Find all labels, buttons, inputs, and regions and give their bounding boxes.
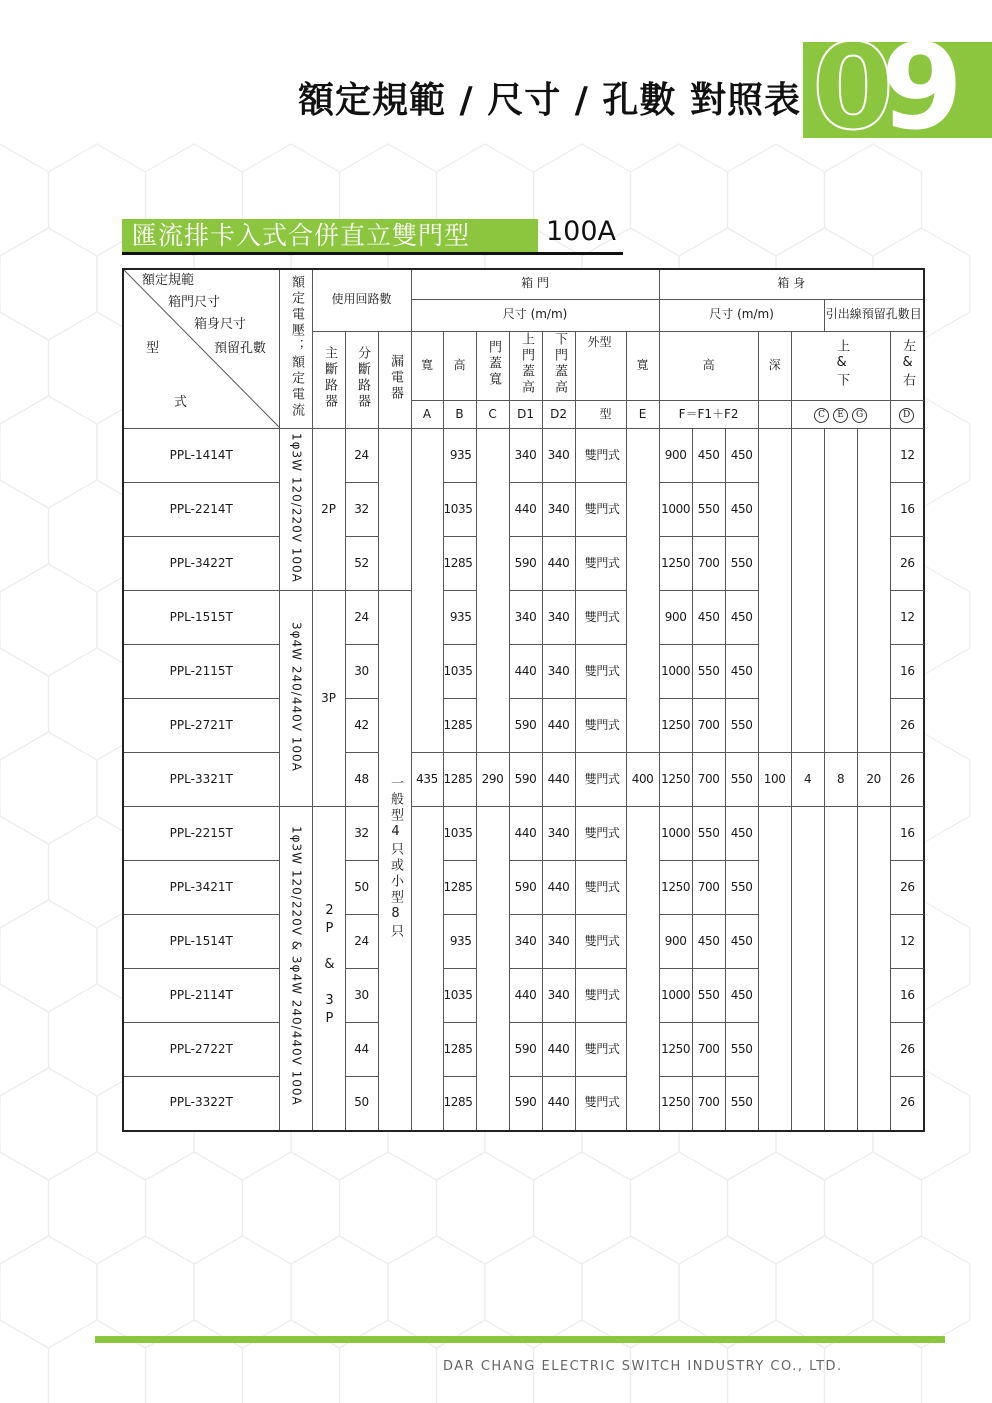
F-cell: 1000 bbox=[659, 807, 692, 861]
D1-cell: 340 bbox=[509, 429, 542, 483]
body-header: 箱 身 bbox=[659, 269, 924, 299]
body-depth-header: 深 bbox=[758, 331, 791, 401]
hexagon-shape bbox=[0, 396, 97, 508]
F-cell: 900 bbox=[659, 591, 692, 645]
corner-rated-spec: 額定規範 bbox=[142, 273, 195, 288]
F1-cell: 700 bbox=[692, 537, 725, 591]
body-width-header: 寬 bbox=[626, 331, 659, 401]
circle-C: C bbox=[814, 408, 829, 423]
circuit-header: 使用回路數 bbox=[312, 269, 411, 331]
door-height-header: 高 bbox=[443, 331, 476, 401]
left-right-header: 左&右 bbox=[890, 331, 923, 401]
hexagon-shape bbox=[0, 564, 97, 676]
F2-cell: 550 bbox=[725, 699, 758, 753]
shape-cell: 雙門式 bbox=[575, 1023, 626, 1077]
B-cell: 1035 bbox=[443, 645, 476, 699]
D-holes-cell: 12 bbox=[890, 591, 923, 645]
D2-cell: 440 bbox=[542, 861, 575, 915]
table-row bbox=[123, 807, 924, 861]
hexagon-shape bbox=[0, 900, 97, 1012]
hexagon-shape bbox=[728, 144, 825, 256]
circle-E: E bbox=[833, 408, 848, 423]
depth-blank-top bbox=[758, 429, 791, 753]
hexagon-shape bbox=[582, 1236, 679, 1348]
hexagon-shape bbox=[0, 732, 97, 844]
D2-cell: 440 bbox=[542, 1023, 575, 1077]
F2-cell: 550 bbox=[725, 537, 758, 591]
upper-cover-header: 上門蓋高 bbox=[509, 331, 542, 401]
B-cell: 1285 bbox=[443, 537, 476, 591]
F-cell: 1250 bbox=[659, 699, 692, 753]
B-cell: 1035 bbox=[443, 483, 476, 537]
F2-cell: 550 bbox=[725, 753, 758, 807]
B-cell: 1035 bbox=[443, 969, 476, 1023]
D-holes-cell: 26 bbox=[890, 1023, 923, 1077]
spec-table bbox=[122, 268, 925, 1132]
D-holes-cell: 16 bbox=[890, 969, 923, 1023]
F2-cell: 550 bbox=[725, 1077, 758, 1131]
leakage-blank bbox=[378, 429, 411, 591]
section-rating-underline bbox=[538, 252, 623, 255]
label-F: F＝F1＋F2 bbox=[659, 401, 758, 429]
F-cell: 1250 bbox=[659, 753, 692, 807]
hexagon-shape bbox=[679, 1236, 776, 1348]
model-cell: PPL-2114T bbox=[123, 969, 279, 1023]
hexagon-shape bbox=[49, 1320, 146, 1403]
D-holes-cell: 12 bbox=[890, 915, 923, 969]
D1-cell: 590 bbox=[509, 1077, 542, 1131]
hexagon-shape bbox=[776, 1236, 873, 1348]
F2-cell: 450 bbox=[725, 591, 758, 645]
footer-company: DAR CHANG ELECTRIC SWITCH INDUSTRY CO., LTD. bbox=[443, 1359, 843, 1374]
D1-cell: 440 bbox=[509, 969, 542, 1023]
model-cell: PPL-3422T bbox=[123, 537, 279, 591]
shape-cell: 雙門式 bbox=[575, 807, 626, 861]
B-cell: 935 bbox=[443, 915, 476, 969]
label-E: E bbox=[626, 401, 659, 429]
D-holes-cell: 16 bbox=[890, 807, 923, 861]
branch-cell: 30 bbox=[345, 969, 378, 1023]
hexagon-shape bbox=[873, 1236, 970, 1348]
shape-cell: 雙門式 bbox=[575, 699, 626, 753]
D-holes-cell: 16 bbox=[890, 483, 923, 537]
label-shape: 型 bbox=[575, 401, 626, 429]
leakage-header: 漏電器 bbox=[378, 331, 411, 429]
D2-cell: 340 bbox=[542, 915, 575, 969]
circle-G: G bbox=[852, 408, 867, 423]
D2-cell: 440 bbox=[542, 1077, 575, 1131]
F2-cell: 450 bbox=[725, 969, 758, 1023]
table-row bbox=[123, 429, 924, 483]
hexagon-shape bbox=[340, 1320, 437, 1403]
hexagon-shape bbox=[825, 144, 922, 256]
D2-cell: 440 bbox=[542, 753, 575, 807]
D1-cell: 440 bbox=[509, 807, 542, 861]
corner-type-1: 型 bbox=[146, 341, 160, 356]
F-cell: 1250 bbox=[659, 1023, 692, 1077]
corner-body-size: 箱身尺寸 bbox=[194, 317, 247, 332]
D-holes-cell: 16 bbox=[890, 645, 923, 699]
branch-cell: 50 bbox=[345, 861, 378, 915]
footer-rule bbox=[95, 1336, 945, 1343]
hexagon-shape bbox=[825, 1152, 922, 1264]
body-height-header: 高 bbox=[659, 331, 758, 401]
hexagon-shape bbox=[194, 1236, 291, 1348]
hexagon-shape bbox=[243, 1152, 340, 1264]
F-cell: 1250 bbox=[659, 861, 692, 915]
D2-cell: 340 bbox=[542, 483, 575, 537]
door-size-header: 尺寸 (m/m) bbox=[411, 299, 659, 331]
model-cell: PPL-2721T bbox=[123, 699, 279, 753]
B-cell: 935 bbox=[443, 429, 476, 483]
D2-cell: 340 bbox=[542, 429, 575, 483]
D2-cell: 340 bbox=[542, 591, 575, 645]
D1-cell: 590 bbox=[509, 861, 542, 915]
F1-cell: 450 bbox=[692, 591, 725, 645]
branch-cell: 24 bbox=[345, 591, 378, 645]
branch-cell: 30 bbox=[345, 645, 378, 699]
D1-cell: 340 bbox=[509, 915, 542, 969]
label-D2: D2 bbox=[542, 401, 575, 429]
hexagon-shape bbox=[97, 1236, 194, 1348]
page-number-first-digit: 0 bbox=[812, 18, 895, 156]
F1-cell: 700 bbox=[692, 1023, 725, 1077]
main-breaker-group-2: 3P bbox=[312, 591, 345, 807]
label-B: B bbox=[443, 401, 476, 429]
shape-cell: 雙門式 bbox=[575, 483, 626, 537]
circle-D: D bbox=[899, 408, 914, 423]
F2-cell: 550 bbox=[725, 861, 758, 915]
section-rating: 100A bbox=[546, 216, 617, 247]
branch-cell: 44 bbox=[345, 1023, 378, 1077]
section-underline bbox=[122, 252, 538, 255]
F1-cell: 550 bbox=[692, 969, 725, 1023]
shape-header: 外型 bbox=[575, 331, 626, 401]
D2-cell: 440 bbox=[542, 699, 575, 753]
hexagon-shape bbox=[728, 1152, 825, 1264]
hexagon-shape bbox=[0, 1320, 49, 1403]
page-number-badge bbox=[803, 18, 992, 156]
D2-cell: 340 bbox=[542, 969, 575, 1023]
B-cell: 935 bbox=[443, 591, 476, 645]
corner-type-2: 式 bbox=[174, 395, 188, 410]
hexagon-shape bbox=[0, 648, 49, 760]
hexagon-shape bbox=[0, 1236, 97, 1348]
holes-header: 引出線預留孔數目 bbox=[824, 299, 924, 331]
F-cell: 1000 bbox=[659, 969, 692, 1023]
hexagon-shape bbox=[631, 1152, 728, 1264]
hexagon-shape bbox=[631, 144, 728, 256]
hexagon-shape bbox=[534, 1152, 631, 1264]
D1-cell: 590 bbox=[509, 537, 542, 591]
model-cell: PPL-3421T bbox=[123, 861, 279, 915]
D1-cell: 340 bbox=[509, 591, 542, 645]
corner-header bbox=[123, 269, 279, 429]
C-cell: 290 bbox=[476, 753, 509, 807]
shape-cell: 雙門式 bbox=[575, 645, 626, 699]
leakage-note: 一般型4只或小型8只 bbox=[378, 591, 411, 1131]
F1-cell: 700 bbox=[692, 1077, 725, 1131]
main-breaker-group-3: 2P & 3P bbox=[312, 807, 345, 1131]
section-title: 匯流排卡入式合併直立雙門型 bbox=[122, 219, 538, 252]
branch-cell: 48 bbox=[345, 753, 378, 807]
depth-cell: 100 bbox=[758, 753, 791, 807]
label-D1: D1 bbox=[509, 401, 542, 429]
model-cell: PPL-2214T bbox=[123, 483, 279, 537]
F2-cell: 450 bbox=[725, 429, 758, 483]
F-cell: 900 bbox=[659, 429, 692, 483]
G-holes-cell: 20 bbox=[857, 753, 890, 807]
hexagon-shape bbox=[146, 1152, 243, 1264]
hexagon-shape bbox=[0, 1068, 97, 1180]
lower-cover-header: 下門蓋高 bbox=[542, 331, 575, 401]
branch-cell: 50 bbox=[345, 1077, 378, 1131]
F-cell: 1250 bbox=[659, 1077, 692, 1131]
branch-breaker-header: 分斷路器 bbox=[345, 331, 378, 429]
D2-cell: 340 bbox=[542, 645, 575, 699]
F1-cell: 700 bbox=[692, 699, 725, 753]
F2-cell: 450 bbox=[725, 915, 758, 969]
F1-cell: 450 bbox=[692, 429, 725, 483]
A-blank-bottom bbox=[411, 807, 443, 1131]
branch-cell: 24 bbox=[345, 429, 378, 483]
F1-cell: 550 bbox=[692, 483, 725, 537]
B-cell: 1285 bbox=[443, 1077, 476, 1131]
B-cell: 1285 bbox=[443, 861, 476, 915]
F2-cell: 450 bbox=[725, 807, 758, 861]
model-cell: PPL-2722T bbox=[123, 1023, 279, 1077]
corner-hole-count: 預留孔數 bbox=[214, 341, 267, 356]
D-holes-cell: 26 bbox=[890, 861, 923, 915]
F-cell: 1000 bbox=[659, 483, 692, 537]
D-holes-cell: 12 bbox=[890, 429, 923, 483]
model-cell: PPL-2215T bbox=[123, 807, 279, 861]
hexagon-shape bbox=[0, 144, 49, 256]
C-blank-top bbox=[476, 429, 509, 753]
E-cell: 400 bbox=[626, 753, 659, 807]
model-cell: PPL-1414T bbox=[123, 429, 279, 483]
label-A: A bbox=[411, 401, 443, 429]
cover-width-header: 門蓋寬 bbox=[476, 331, 509, 401]
branch-cell: 42 bbox=[345, 699, 378, 753]
model-cell: PPL-1514T bbox=[123, 915, 279, 969]
D1-cell: 590 bbox=[509, 1023, 542, 1077]
C-blank-bottom bbox=[476, 807, 509, 1131]
B-cell: 1285 bbox=[443, 699, 476, 753]
G-holes-blank-bottom bbox=[857, 807, 890, 1131]
rated-group-2: 3φ4W 240/440V 100A bbox=[279, 591, 312, 807]
E-holes-blank-top bbox=[824, 429, 857, 753]
hexagon-shape bbox=[0, 228, 97, 340]
hexagon-shape bbox=[340, 1152, 437, 1264]
F1-cell: 700 bbox=[692, 861, 725, 915]
shape-cell: 雙門式 bbox=[575, 861, 626, 915]
E-blank-bottom bbox=[626, 807, 659, 1131]
branch-cell: 24 bbox=[345, 915, 378, 969]
A-blank-top bbox=[411, 429, 443, 753]
E-holes-cell: 8 bbox=[824, 753, 857, 807]
body-size-header: 尺寸 (m/m) bbox=[659, 299, 824, 331]
hexagon-shape bbox=[291, 1236, 388, 1348]
shape-cell: 雙門式 bbox=[575, 591, 626, 645]
shape-cell: 雙門式 bbox=[575, 537, 626, 591]
D-holes-cell: 26 bbox=[890, 1077, 923, 1131]
G-holes-blank-top bbox=[857, 429, 890, 753]
B-cell: 1035 bbox=[443, 807, 476, 861]
F-cell: 1000 bbox=[659, 645, 692, 699]
F2-cell: 550 bbox=[725, 1023, 758, 1077]
top-bottom-header: 上&下 bbox=[791, 331, 890, 401]
label-depth-blank bbox=[758, 401, 791, 429]
C-holes-cell: 4 bbox=[791, 753, 824, 807]
F1-cell: 550 bbox=[692, 645, 725, 699]
hexagon-shape bbox=[0, 1152, 49, 1264]
main-breaker-group-1: 2P bbox=[312, 429, 345, 591]
shape-cell: 雙門式 bbox=[575, 969, 626, 1023]
E-holes-blank-bottom bbox=[824, 807, 857, 1131]
shape-cell: 雙門式 bbox=[575, 1077, 626, 1131]
F-cell: 900 bbox=[659, 915, 692, 969]
corner-door-size: 箱門尺寸 bbox=[168, 295, 221, 310]
label-C: C bbox=[476, 401, 509, 429]
D2-cell: 440 bbox=[542, 537, 575, 591]
C-holes-blank-top bbox=[791, 429, 824, 753]
depth-blank-bottom bbox=[758, 807, 791, 1131]
B-cell: 1285 bbox=[443, 1023, 476, 1077]
door-width-header: 寬 bbox=[411, 331, 443, 401]
hexagon-shape bbox=[243, 1320, 340, 1403]
F1-cell: 550 bbox=[692, 807, 725, 861]
D-holes-cell: 26 bbox=[890, 753, 923, 807]
D1-cell: 440 bbox=[509, 483, 542, 537]
F2-cell: 450 bbox=[725, 645, 758, 699]
F1-cell: 700 bbox=[692, 753, 725, 807]
rated-group-3: 1φ3W 120/220V & 3φ4W 240/440V 100A bbox=[279, 807, 312, 1131]
page-title: 額定規範 / 尺寸 / 孔數 對照表 bbox=[298, 80, 801, 121]
F1-cell: 450 bbox=[692, 915, 725, 969]
A-cell: 435 bbox=[411, 753, 443, 807]
B-cell: 1285 bbox=[443, 753, 476, 807]
hexagon-shape bbox=[485, 1236, 582, 1348]
hexagon-shape bbox=[0, 480, 49, 592]
hexagon-shape bbox=[0, 816, 49, 928]
F-cell: 1250 bbox=[659, 537, 692, 591]
F2-cell: 450 bbox=[725, 483, 758, 537]
branch-cell: 32 bbox=[345, 807, 378, 861]
rated-group-1: 1φ3W 120/220V 100A bbox=[279, 429, 312, 591]
hexagon-shape bbox=[0, 984, 49, 1096]
label-CEG bbox=[791, 401, 890, 429]
hexagon-shape bbox=[49, 1152, 146, 1264]
D1-cell: 590 bbox=[509, 753, 542, 807]
D2-cell: 340 bbox=[542, 807, 575, 861]
D-holes-cell: 26 bbox=[890, 537, 923, 591]
branch-cell: 32 bbox=[345, 483, 378, 537]
shape-cell: 雙門式 bbox=[575, 915, 626, 969]
model-cell: PPL-3322T bbox=[123, 1077, 279, 1131]
hexagon-shape bbox=[146, 1320, 243, 1403]
D-holes-cell: 26 bbox=[890, 699, 923, 753]
label-D bbox=[890, 401, 923, 429]
rated-header: 額定電壓；額定電流 bbox=[279, 269, 312, 429]
D1-cell: 590 bbox=[509, 699, 542, 753]
model-cell: PPL-2115T bbox=[123, 645, 279, 699]
hexagon-shape bbox=[388, 1236, 485, 1348]
page-number-second-digit: 9 bbox=[881, 18, 964, 156]
table-row bbox=[123, 753, 924, 807]
model-cell: PPL-3321T bbox=[123, 753, 279, 807]
main-breaker-header: 主斷路器 bbox=[312, 331, 345, 429]
shape-cell: 雙門式 bbox=[575, 753, 626, 807]
door-header: 箱 門 bbox=[411, 269, 659, 299]
E-blank-top bbox=[626, 429, 659, 753]
shape-cell: 雙門式 bbox=[575, 429, 626, 483]
branch-cell: 52 bbox=[345, 537, 378, 591]
C-holes-blank-bottom bbox=[791, 807, 824, 1131]
hexagon-shape bbox=[437, 1152, 534, 1264]
D1-cell: 440 bbox=[509, 645, 542, 699]
model-cell: PPL-1515T bbox=[123, 591, 279, 645]
hexagon-shape bbox=[0, 312, 49, 424]
